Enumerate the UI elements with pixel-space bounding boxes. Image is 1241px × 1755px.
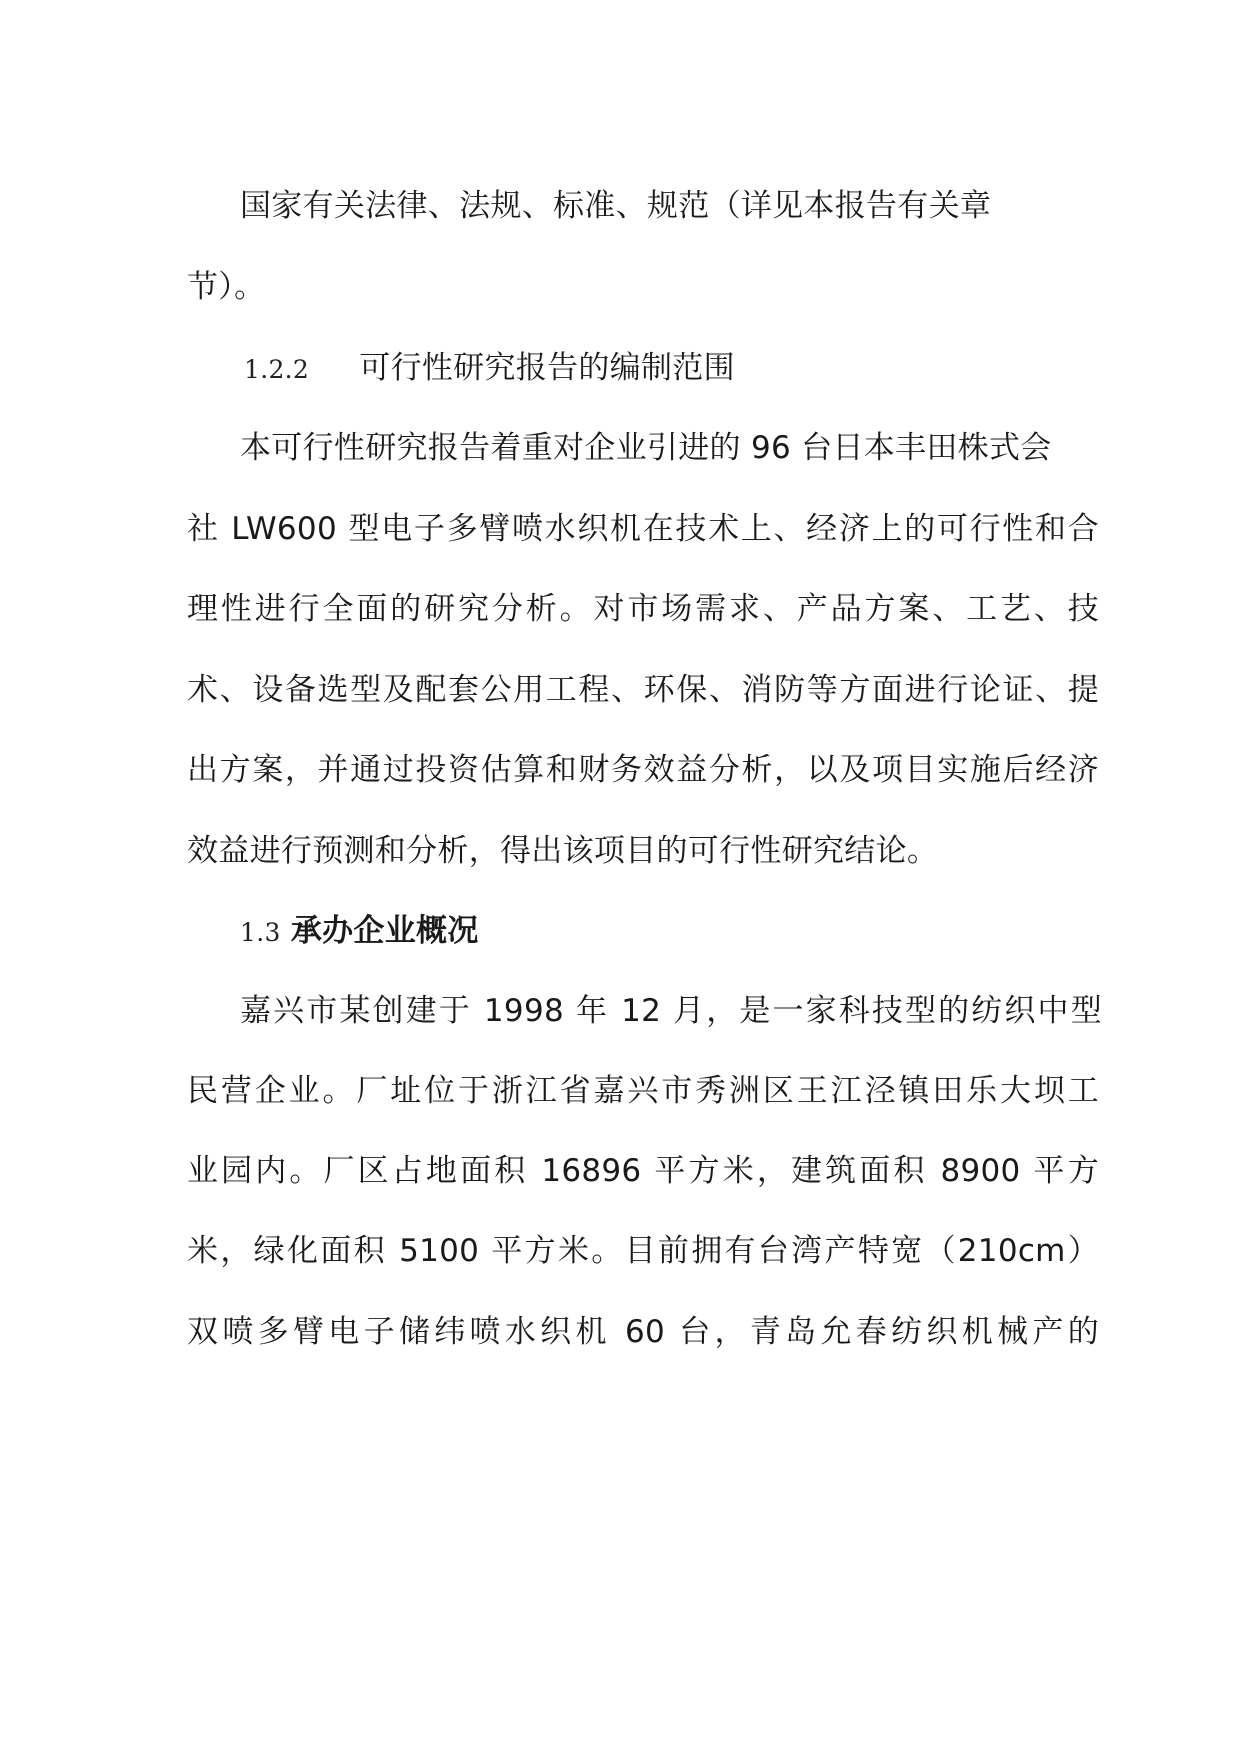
- paragraph-line: 国家有关法律、法规、标准、规范（详见本报告有关章: [240, 188, 992, 224]
- paragraph-line: 出方案，并通过投资估算和财务效益分析，以及项目实施后经济: [187, 752, 1099, 788]
- section-heading-1-3: [240, 911, 479, 953]
- section-number: 1.3: [240, 918, 281, 947]
- paragraph-line: 米，绿化面积 5100 平方米。目前拥有台湾产特宽（210cm）: [187, 1233, 1099, 1269]
- section-title: 承办企业概况: [290, 913, 479, 949]
- paragraph-line: 业园内。厂区占地面积 16896 平方米，建筑面积 8900 平方: [187, 1153, 1099, 1189]
- paragraph-line: 理性进行全面的研究分析。对市场需求、产品方案、工艺、技: [187, 591, 1099, 627]
- paragraph-line: 双喷多臂电子储纬喷水织机 60 台，青岛允春纺织机械产的: [187, 1314, 1099, 1350]
- paragraph-line: 节）。: [187, 269, 266, 305]
- section-title: 可行性研究报告的编制范围: [359, 350, 735, 386]
- section-number: 1.2.2: [244, 355, 310, 384]
- paragraph-line: 本可行性研究报告着重对企业引进的 96 台日本丰田株式会: [240, 430, 1052, 466]
- paragraph-line: 社 LW600 型电子多臂喷水织机在技术上、经济上的可行性和合: [187, 511, 1099, 547]
- paragraph-line: 术、设备选型及配套公用工程、环保、消防等方面进行论证、提: [187, 672, 1099, 708]
- paragraph-line: 嘉兴市某创建于 1998 年 12 月，是一家科技型的纺织中型: [240, 993, 1102, 1029]
- paragraph-line: 民营企业。厂址位于浙江省嘉兴市秀洲区王江泾镇田乐大坝工: [187, 1073, 1099, 1109]
- paragraph-line: 效益进行预测和分析，得出该项目的可行性研究结论。: [187, 833, 939, 869]
- section-heading-1-2-2: [244, 348, 735, 390]
